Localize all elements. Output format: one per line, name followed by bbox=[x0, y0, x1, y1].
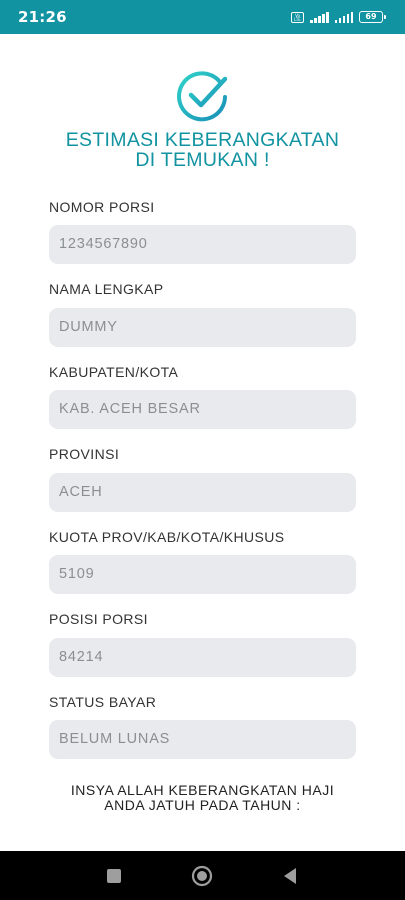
departure-year-text bbox=[0, 783, 405, 813]
square-icon bbox=[106, 868, 122, 884]
circle-icon bbox=[191, 865, 213, 887]
label-nama-lengkap: NAMA LENGKAP bbox=[49, 281, 164, 297]
status-time: 21:26 bbox=[18, 8, 67, 26]
navigation-bar bbox=[0, 851, 405, 900]
value-provinsi: ACEH bbox=[59, 484, 103, 500]
check-circle-icon bbox=[176, 70, 230, 124]
field-kuota[interactable] bbox=[49, 555, 356, 594]
label-provinsi: PROVINSI bbox=[49, 446, 120, 462]
value-kabupaten-kota: KAB. ACEH BESAR bbox=[59, 401, 201, 417]
field-nomor-porsi[interactable] bbox=[49, 225, 356, 264]
volte-icon: Vo LTE bbox=[291, 12, 304, 23]
label-status-bayar: STATUS BAYAR bbox=[49, 694, 157, 710]
label-posisi-porsi: POSISI PORSI bbox=[49, 611, 148, 627]
field-nama-lengkap[interactable] bbox=[49, 308, 356, 347]
field-status-bayar[interactable] bbox=[49, 720, 356, 759]
label-kuota: KUOTA PROV/KAB/KOTA/KHUSUS bbox=[49, 529, 285, 545]
value-status-bayar: BELUM LUNAS bbox=[59, 731, 171, 747]
field-posisi-porsi[interactable] bbox=[49, 638, 356, 677]
footer-line-2: ANDA JATUH PADA TAHUN : bbox=[104, 797, 301, 813]
label-kabupaten-kota: KABUPATEN/KOTA bbox=[49, 364, 179, 380]
value-nama-lengkap: DUMMY bbox=[59, 319, 118, 335]
field-provinsi[interactable] bbox=[49, 473, 356, 512]
title-line-1: ESTIMASI KEBERANGKATAN bbox=[65, 129, 340, 151]
field-kabupaten-kota[interactable] bbox=[49, 390, 356, 429]
recents-button[interactable] bbox=[89, 851, 139, 900]
label-nomor-porsi: NOMOR PORSI bbox=[49, 199, 155, 215]
value-kuota: 5109 bbox=[59, 566, 95, 582]
status-icons bbox=[291, 11, 383, 23]
back-button[interactable] bbox=[265, 851, 315, 900]
triangle-back-icon bbox=[282, 867, 298, 885]
status-bar bbox=[0, 0, 405, 34]
signal-icon-2 bbox=[335, 11, 354, 23]
battery-icon: 69 bbox=[359, 11, 383, 23]
footer-line-1: INSYA ALLAH KEBERANGKATAN HAJI bbox=[70, 782, 335, 798]
page-title bbox=[0, 130, 405, 170]
home-button[interactable] bbox=[177, 851, 227, 900]
title-line-2: DI TEMUKAN ! bbox=[135, 149, 270, 171]
value-posisi-porsi: 84214 bbox=[59, 649, 104, 665]
value-nomor-porsi: 1234567890 bbox=[59, 236, 148, 252]
signal-icon bbox=[310, 11, 329, 23]
